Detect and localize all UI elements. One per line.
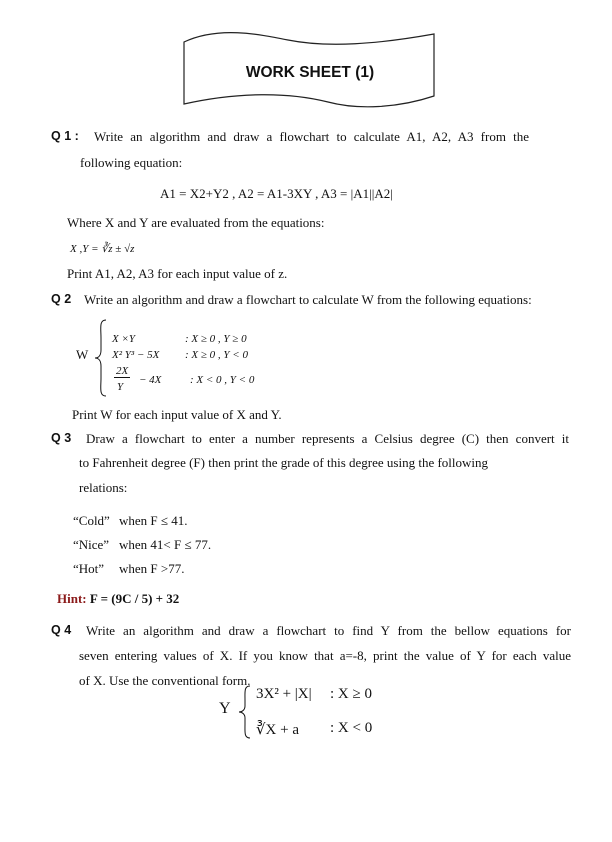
q1-print: Print A1, A2, A3 for each input value of z. (67, 266, 288, 281)
hint-formula: F = (9C / 5) + 32 (89, 591, 180, 606)
q2-case3-den: Y (117, 381, 124, 393)
q1-xy-equation: X ,Y = ∛z ± √z (70, 243, 135, 255)
q2-w-label: W (76, 347, 89, 362)
q4-case2-expr: ∛X + a (256, 722, 300, 738)
q2-line1: Write an algorithm and draw a flowchart to calculate W from the following equations: (84, 292, 532, 307)
q4-brace (238, 684, 252, 740)
grade-nice-cond: when 41< F ≤ 77. (119, 537, 212, 552)
q3-line2: to Fahrenheit degree (F) then print the grade of this degree using the following (79, 455, 489, 470)
grade-nice-name: “Nice” (73, 537, 110, 552)
q4-label: Q 4 (51, 623, 72, 637)
hint (57, 591, 179, 607)
q2-case3-cond: : X < 0 , Y < 0 (190, 374, 255, 386)
q2-print: Print W for each input value of X and Y. (72, 407, 282, 422)
grade-hot-cond: when F >77. (119, 561, 185, 576)
q4-case2-cond: : X < 0 (330, 720, 373, 736)
q3-line1: Draw a flowchart to enter a number represents a Celsius degree (C) then convert it (86, 431, 569, 446)
page-title: WORK SHEET (1) (245, 64, 375, 81)
q2-case2-expr: X² Y³ − 5X (112, 349, 160, 361)
q2-case3-num: 2X (116, 365, 129, 377)
q1-equation: A1 = X2+Y2 , A2 = A1-3XY , A3 = |A1||A2| (160, 186, 393, 201)
q2-case2-cond: : X ≥ 0 , Y < 0 (185, 349, 248, 361)
q4-case1-cond: : X ≥ 0 (330, 686, 372, 702)
q1-line1: Write an algorithm and draw a flowchart to calculate A1, A2, A3 from the (94, 129, 529, 144)
q3-label: Q 3 (51, 431, 72, 445)
q2-case1-cond: : X ≥ 0 , Y ≥ 0 (185, 333, 247, 345)
q3-line3: relations: (79, 480, 128, 495)
grade-hot-name: “Hot” (73, 561, 105, 576)
q4-line3: of X. Use the conventional form. (79, 673, 251, 688)
q1-line2: following equation: (80, 155, 183, 170)
grade-cold-name: “Cold” (73, 513, 110, 528)
hint-label: Hint: (57, 591, 87, 606)
q4-line1: Write an algorithm and draw a flowchart to find Y from the bellow equations for (86, 623, 571, 638)
q1-where: Where X and Y are evaluated from the equations: (67, 215, 325, 230)
grade-cold-cond: when F ≤ 41. (119, 513, 188, 528)
q4-line2: seven entering values of X. If you know that a=-8, print the value of Y for each value (79, 648, 571, 663)
q2-brace (94, 318, 108, 398)
q1-label: Q 1 : (51, 129, 79, 143)
q2-case1-expr: X ×Y (112, 333, 136, 345)
q2-label: Q 2 (51, 292, 72, 306)
q4-y-label: Y (219, 700, 231, 717)
q4-case1-expr: 3X² + |X| (256, 686, 312, 702)
q2-case3-tail: − 4X (139, 374, 162, 386)
